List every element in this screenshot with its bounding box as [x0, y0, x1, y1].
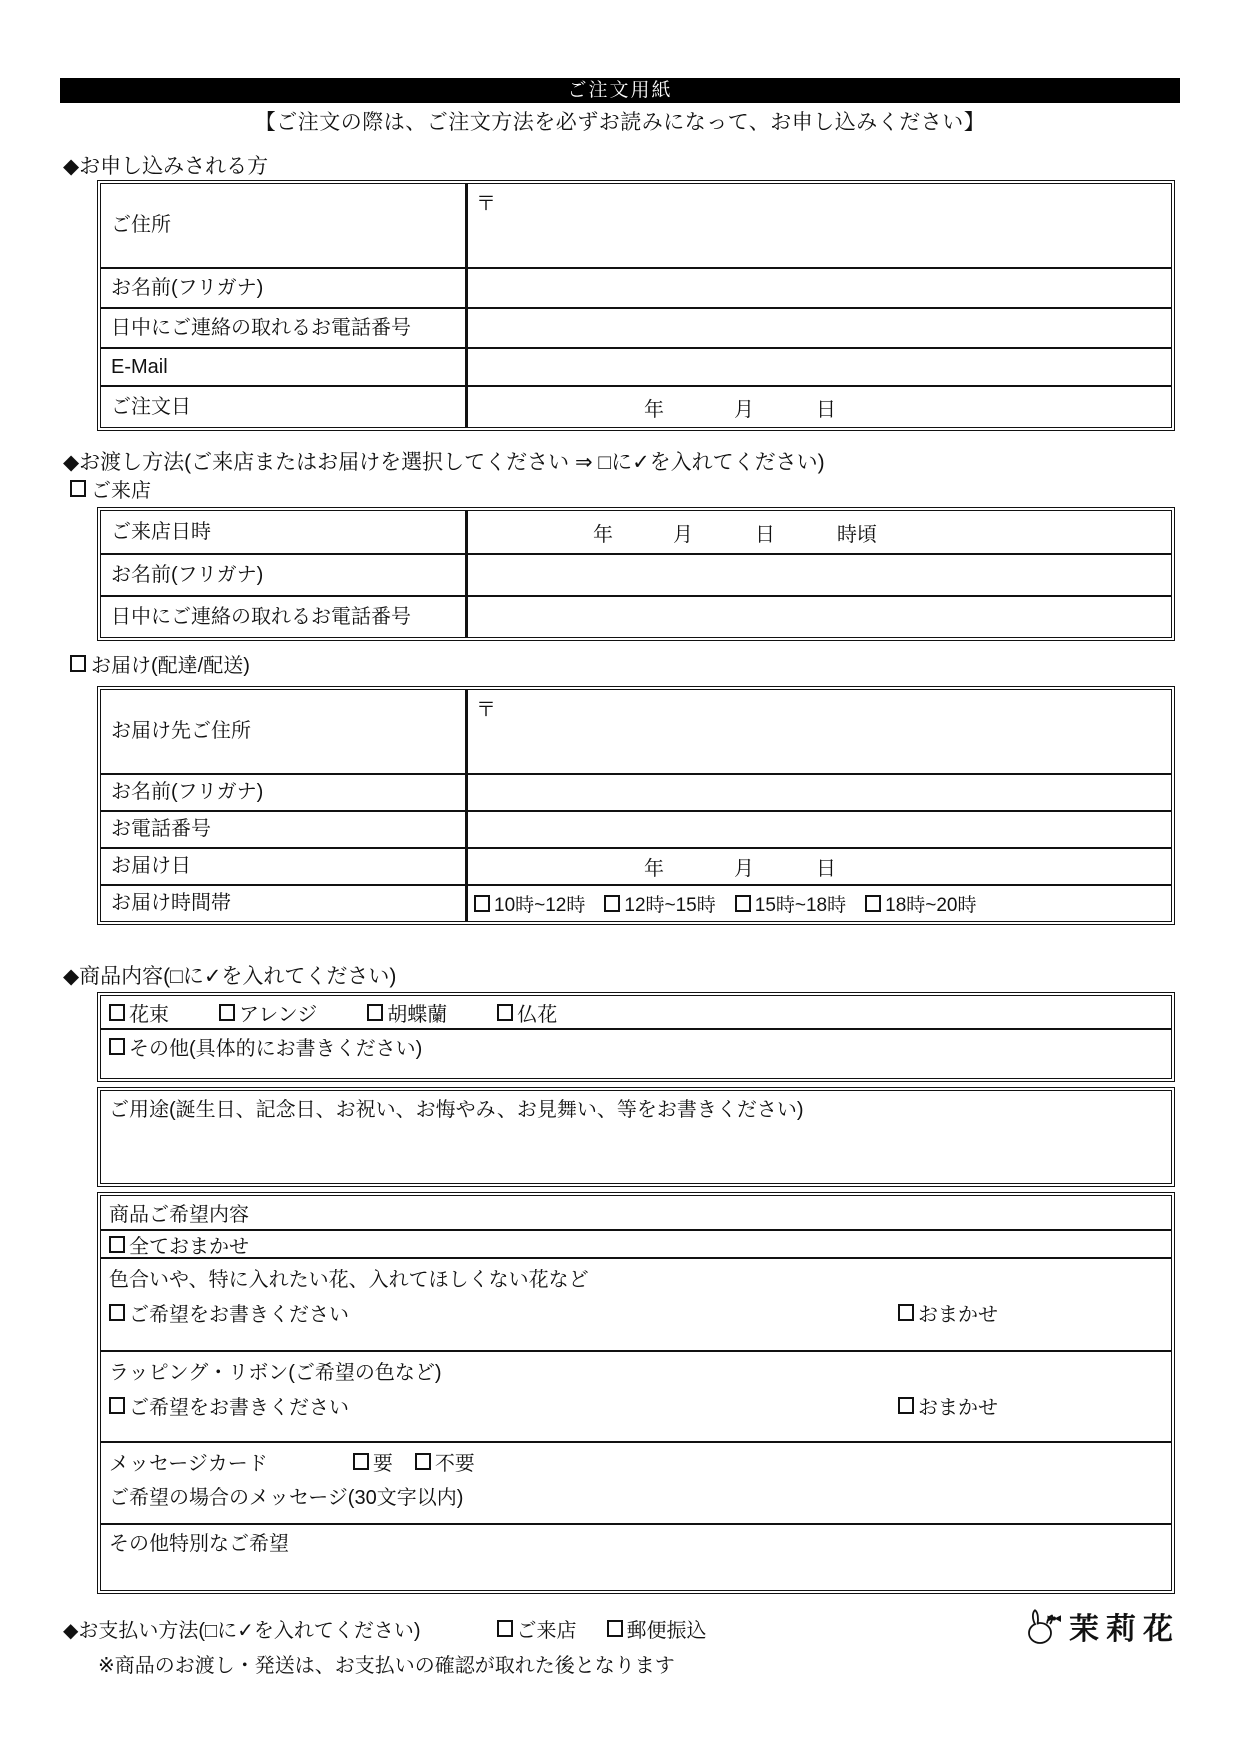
- wrapping-request-option: [109, 1391, 349, 1420]
- checkbox-time-12-15[interactable]: [604, 895, 620, 912]
- payment-option-postal-transfer: [607, 1614, 707, 1643]
- delivery-address-row: [101, 690, 1171, 773]
- product-table: [97, 992, 1175, 1082]
- product-option-bouquet: [109, 998, 169, 1027]
- delivery-phone-label: お電話番号: [101, 812, 468, 847]
- payment-visit-label: ご来店: [516, 1620, 577, 1642]
- applicant-table: [97, 180, 1175, 431]
- visit-table: [97, 507, 1175, 641]
- visit-phone-label: 日中にご連絡の取れるお電話番号: [101, 597, 468, 637]
- checkbox-payment-postal-transfer[interactable]: [607, 1620, 623, 1637]
- handover-heading: ◆お渡し方法(ご来店またはお届けを選択してください ⇒ □に✓を入れてください): [63, 451, 825, 474]
- product-option-memorial-flower: [497, 998, 557, 1027]
- product-option-label: アレンジ: [239, 1003, 318, 1026]
- product-type-options: [101, 996, 1171, 1028]
- product-other-row: [101, 1028, 1171, 1078]
- month-label: 月: [734, 858, 754, 880]
- delivery-table: [97, 686, 1175, 925]
- special-request-label: その他特別なご希望: [109, 1533, 289, 1555]
- special-request-input[interactable]: [101, 1525, 1171, 1590]
- shop-logo: [1026, 1604, 1180, 1648]
- all-omakase-label: 全ておまかせ: [129, 1235, 249, 1258]
- visit-option-label: ご来店: [91, 480, 151, 502]
- postal-mark: 〒: [476, 699, 496, 721]
- delivery-time-label: お届け時間帯: [101, 886, 468, 921]
- color-omakase-label: おまかせ: [918, 1304, 998, 1326]
- payment-note: ※商品のお渡し・発送は、お支払いの確認が取れた後となります: [98, 1655, 675, 1677]
- message-required-option: [353, 1447, 393, 1476]
- color-request-input[interactable]: [101, 1259, 1171, 1350]
- product-heading: ◆商品内容(□に✓を入れてください): [63, 965, 397, 988]
- wrapping-preference-title: ラッピング・リボン(ご希望の色など): [109, 1362, 442, 1384]
- delivery-address-input[interactable]: [468, 690, 1171, 773]
- delivery-date-label: お届け日: [101, 849, 468, 884]
- time-option-label: 18時~20時: [885, 895, 977, 916]
- purpose-label: ご用途(誕生日、記念日、お祝い、お悔やみ、お見舞い、等をお書きください): [109, 1099, 804, 1121]
- hour-about-label: 時頃: [837, 523, 877, 546]
- form-subtitle: 【ご注文の際は、ご注文方法を必ずお読みになって、お申し込みください】: [254, 111, 986, 134]
- applicant-address-input[interactable]: [468, 184, 1171, 267]
- time-option-label: 15時~18時: [754, 895, 847, 916]
- checkbox-product-bouquet[interactable]: [109, 1004, 125, 1021]
- message-not-required-option: [415, 1447, 475, 1476]
- checkbox-color-omakase[interactable]: [898, 1304, 914, 1321]
- product-option-label: 胡蝶蘭: [387, 1003, 448, 1026]
- preferences-table: [97, 1192, 1175, 1594]
- time-option-12-15: [604, 890, 715, 917]
- checkbox-message-not-required[interactable]: [415, 1453, 431, 1470]
- product-option-label: 花束: [129, 1003, 169, 1026]
- applicant-phone-input[interactable]: [468, 309, 1171, 347]
- purpose-table: [97, 1087, 1175, 1187]
- applicant-address-row: [101, 184, 1171, 267]
- applicant-phone-label: 日中にご連絡の取れるお電話番号: [101, 309, 468, 347]
- product-other-label: その他(具体的にお書きください): [129, 1038, 423, 1060]
- payment-postal-transfer-label: 郵便振込: [626, 1620, 707, 1642]
- delivery-option-label: お届け(配達/配送): [91, 655, 250, 677]
- delivery-name-row: [101, 773, 1171, 810]
- checkbox-message-required[interactable]: [353, 1453, 369, 1470]
- message-card-label: メッセージカード: [109, 1453, 268, 1475]
- color-omakase-option: [898, 1298, 998, 1327]
- form-title: ご注文用紙: [567, 80, 673, 101]
- delivery-time-row: [101, 884, 1171, 921]
- visit-datetime-row: [101, 511, 1171, 553]
- checkbox-visit[interactable]: [70, 480, 86, 497]
- shop-name: 茉莉花: [1069, 1613, 1180, 1646]
- time-option-18-20: [865, 890, 976, 917]
- special-request-row: [101, 1523, 1171, 1590]
- delivery-phone-row: [101, 810, 1171, 847]
- year-label: 年: [593, 523, 613, 546]
- visit-phone-row: [101, 595, 1171, 637]
- time-option-label: 10時~12時: [494, 895, 586, 916]
- visit-name-row: [101, 553, 1171, 595]
- applicant-name-label: お名前(フリガナ): [101, 269, 468, 307]
- payment-heading: ◆お支払い方法(□に✓を入れてください): [63, 1620, 421, 1642]
- product-types-row: [101, 996, 1171, 1028]
- delivery-date-input[interactable]: [468, 849, 1171, 884]
- visit-datetime-input[interactable]: [468, 511, 1171, 553]
- message-card-row: [101, 1441, 1171, 1523]
- delivery-name-input[interactable]: [468, 775, 1171, 810]
- wrapping-omakase-label: おまかせ: [918, 1397, 998, 1419]
- month-label: 月: [734, 398, 754, 421]
- applicant-email-label: E-Mail: [101, 349, 468, 385]
- rabbit-icon: [1026, 1608, 1064, 1644]
- applicant-order-date-label: ご注文日: [101, 387, 468, 427]
- applicant-email-input[interactable]: [468, 349, 1171, 385]
- delivery-date-row: [101, 847, 1171, 884]
- checkbox-all-omakase[interactable]: [109, 1236, 125, 1253]
- postal-mark: 〒: [476, 193, 496, 215]
- checkbox-wrapping-omakase[interactable]: [898, 1397, 914, 1414]
- form-title-bar: [60, 78, 1180, 103]
- applicant-name-row: [101, 267, 1171, 307]
- month-label: 月: [673, 523, 693, 546]
- checkbox-wrapping-request[interactable]: [109, 1397, 125, 1414]
- visit-phone-input[interactable]: [468, 597, 1171, 637]
- checkbox-payment-visit[interactable]: [497, 1620, 513, 1637]
- all-omakase-option: [101, 1231, 1171, 1257]
- applicant-address-label: ご住所: [101, 184, 468, 267]
- applicant-order-date-input[interactable]: [468, 387, 1171, 427]
- wrapping-omakase-option: [898, 1391, 998, 1420]
- wrapping-preference-row: [101, 1350, 1171, 1441]
- checkbox-product-arrangement[interactable]: [219, 1004, 235, 1021]
- preferences-heading: 商品ご希望内容: [109, 1204, 249, 1226]
- checkbox-color-request[interactable]: [109, 1304, 125, 1321]
- time-option-10-12: [474, 890, 585, 917]
- product-option-label: 仏花: [517, 1003, 558, 1026]
- delivery-time-options: [468, 886, 1171, 921]
- delivery-option: [70, 649, 250, 678]
- payment-option-visit: [497, 1614, 577, 1643]
- day-label: 日: [816, 398, 836, 421]
- applicant-order-date-row: [101, 385, 1171, 427]
- product-option-other: [109, 1032, 422, 1061]
- visit-option: [70, 474, 151, 503]
- time-option-15-18: [735, 890, 846, 917]
- color-preference-row: [101, 1257, 1171, 1350]
- message-not-required-label: 不要: [434, 1453, 475, 1475]
- purpose-row: [101, 1091, 1171, 1183]
- preferences-header-row: [101, 1196, 1171, 1229]
- wrapping-request-input[interactable]: [101, 1352, 1171, 1441]
- delivery-address-label: お届け先ご住所: [101, 690, 468, 773]
- product-option-orchid: [367, 998, 447, 1027]
- color-request-option: [109, 1298, 349, 1327]
- time-option-label: 12時~15時: [624, 895, 716, 916]
- year-label: 年: [644, 398, 664, 421]
- applicant-email-row: [101, 347, 1171, 385]
- checkbox-delivery[interactable]: [70, 655, 86, 672]
- delivery-phone-input[interactable]: [468, 812, 1171, 847]
- checkbox-time-15-18[interactable]: [735, 895, 751, 912]
- day-label: 日: [816, 858, 836, 880]
- message-required-label: 要: [372, 1453, 393, 1475]
- purpose-input[interactable]: [101, 1091, 1171, 1183]
- delivery-name-label: お名前(フリガナ): [101, 775, 468, 810]
- message-input[interactable]: [101, 1443, 1171, 1523]
- checkbox-product-orchid[interactable]: [367, 1004, 383, 1021]
- visit-datetime-label: ご来店日時: [101, 511, 468, 553]
- applicant-heading: ◆お申し込みされる方: [63, 155, 269, 178]
- applicant-phone-row: [101, 307, 1171, 347]
- applicant-name-input[interactable]: [468, 269, 1171, 307]
- color-preference-title: 色合いや、特に入れたい花、入れてほしくない花など: [109, 1269, 589, 1291]
- payment-section: [63, 1614, 707, 1643]
- color-request-label: ご希望をお書きください: [129, 1304, 349, 1326]
- checkbox-time-10-12[interactable]: [474, 895, 490, 912]
- visit-name-input[interactable]: [468, 555, 1171, 595]
- checkbox-product-other[interactable]: [109, 1038, 125, 1055]
- all-omakase-row: [101, 1229, 1171, 1257]
- checkbox-product-memorial-flower[interactable]: [497, 1004, 513, 1021]
- checkbox-time-18-20[interactable]: [865, 895, 881, 912]
- year-label: 年: [644, 858, 664, 880]
- product-other-input[interactable]: [101, 1030, 1171, 1078]
- wrapping-request-label: ご希望をお書きください: [129, 1397, 349, 1419]
- visit-name-label: お名前(フリガナ): [101, 555, 468, 595]
- product-option-arrangement: [219, 998, 317, 1027]
- day-label: 日: [755, 523, 775, 546]
- message-note: ご希望の場合のメッセージ(30文字以内): [109, 1487, 464, 1509]
